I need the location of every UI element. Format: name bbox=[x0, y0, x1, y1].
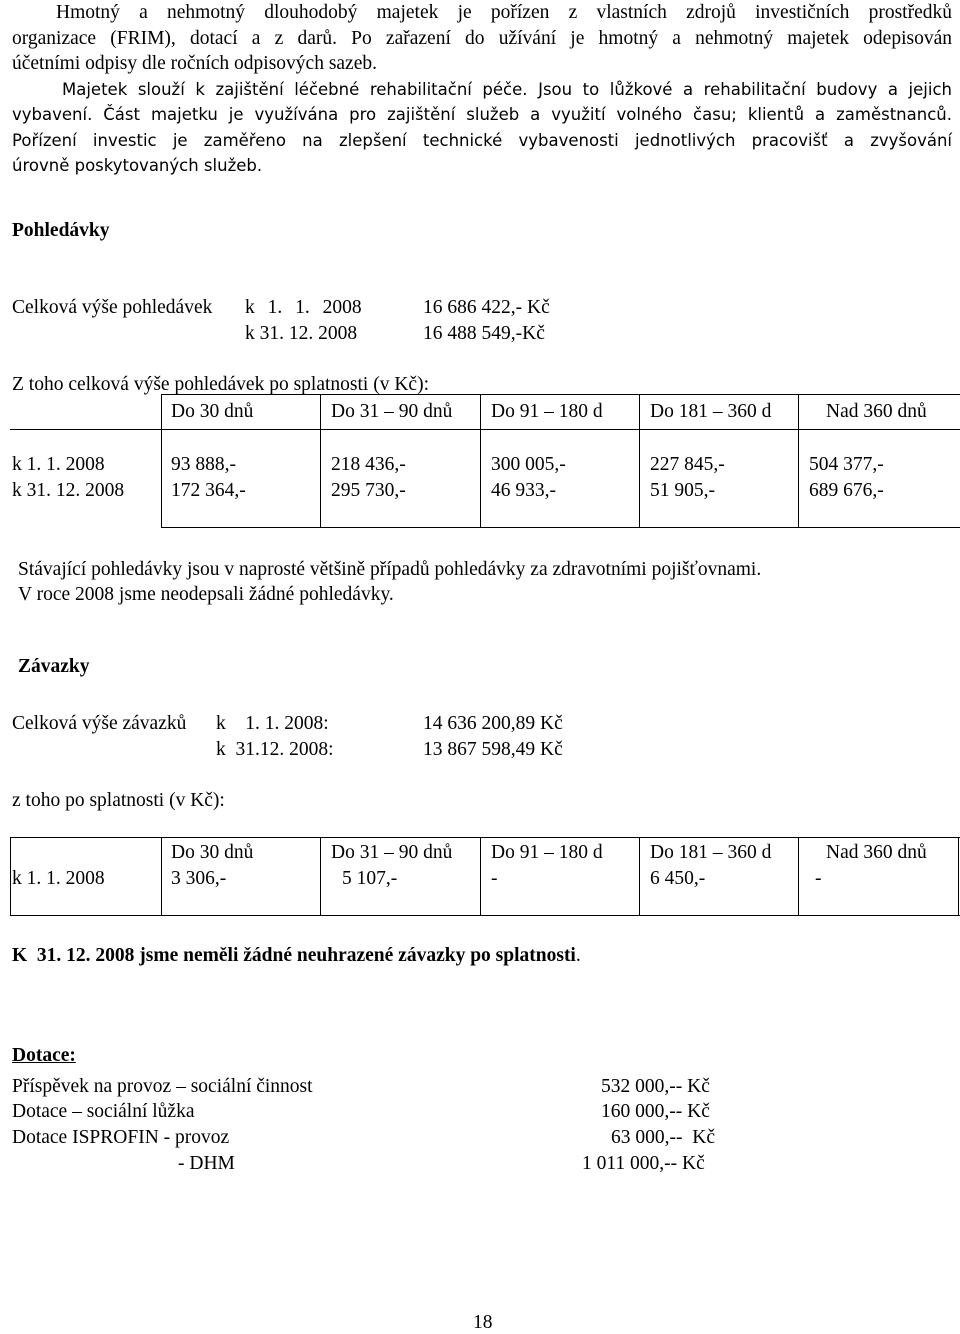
liabilities-statement-text: K 31. 12. 2008 jsme neměli žádné neuhrazené závazky po splatnosti bbox=[12, 945, 576, 966]
receivables-heading: Pohledávky bbox=[12, 220, 110, 241]
grants-heading: Dotace: bbox=[12, 1045, 76, 1066]
intro-line-4 bbox=[12, 77, 952, 103]
liabilities-value-2: 13 867 598,49 Kč bbox=[423, 739, 563, 760]
lia-table-vline-6 bbox=[958, 837, 959, 916]
receivables-table-caption: Z toho celková výše pohledávek po splatnosti (v Kč): bbox=[12, 374, 429, 395]
grant-4-value: 1 011 000,-- Kč bbox=[582, 1153, 705, 1174]
lia-table-vline-0 bbox=[10, 837, 11, 916]
grant-3-label: Dotace ISPROFIN - provoz bbox=[12, 1127, 230, 1148]
liabilities-statement bbox=[12, 946, 581, 966]
rec-table-vline-4 bbox=[639, 394, 640, 528]
receivables-value-2: 16 488 549,-Kč bbox=[423, 323, 545, 344]
lia-table-vline-5 bbox=[798, 837, 799, 916]
rec-row-1-col-2: 218 436,- bbox=[331, 454, 406, 475]
rec-row-2-col-2: 295 730,- bbox=[331, 480, 406, 501]
intro-line-5: vybavení. Část majetku je využívána pro zajištění služeb a využití volného času; klientů a zaměstnanců. bbox=[12, 105, 952, 124]
rec-table-vline-5 bbox=[798, 394, 799, 528]
rec-row-1-label: k 1. 1. 2008 bbox=[12, 454, 105, 475]
lia-table-vline-3 bbox=[480, 837, 481, 916]
lia-row-1-col-3: - bbox=[491, 868, 498, 889]
rec-table-vline-1 bbox=[161, 394, 162, 528]
grant-1-value: 532 000,-- Kč bbox=[601, 1076, 710, 1097]
rec-row-2-col-4: 51 905,- bbox=[650, 480, 715, 501]
intro-line-7: úrovně poskytovaných služeb. bbox=[12, 156, 263, 175]
lia-row-1-label: k 1. 1. 2008 bbox=[12, 868, 105, 889]
rec-table-vline-3 bbox=[480, 394, 481, 528]
page-number: 18 bbox=[473, 1312, 493, 1333]
rec-table-top-border bbox=[161, 394, 960, 395]
receivables-value-1: 16 686 422,- Kč bbox=[423, 297, 550, 318]
grant-3-value: 63 000,-- Kč bbox=[611, 1127, 715, 1148]
lia-col-header-1: Do 30 dnů bbox=[171, 842, 254, 863]
rec-row-2-label: k 31. 12. 2008 bbox=[12, 480, 125, 501]
intro-line-3: účetními odpisy dle ročních odpisových sazeb. bbox=[12, 53, 377, 74]
grant-4-label: - DHM bbox=[178, 1153, 235, 1174]
rec-row-1-col-3: 300 005,- bbox=[491, 454, 566, 475]
grant-1-label: Příspěvek na provoz – sociální činnost bbox=[12, 1076, 313, 1097]
grant-2-label: Dotace – sociální lůžka bbox=[12, 1101, 195, 1122]
lia-table-vline-1 bbox=[161, 837, 162, 916]
lia-row-1-col-5: - bbox=[815, 868, 822, 889]
receivables-date-1: k 1. 1. 2008 bbox=[245, 297, 362, 318]
receivables-note-2: V roce 2008 jsme neodepsali žádné pohledávky. bbox=[18, 584, 394, 605]
rec-col-header-1: Do 30 dnů bbox=[171, 401, 254, 422]
rec-row-2-col-3: 46 933,- bbox=[491, 480, 556, 501]
rec-table-header-bottom-border bbox=[10, 429, 960, 430]
rec-col-header-3: Do 91 – 180 d bbox=[491, 401, 603, 422]
lia-table-top-border bbox=[10, 837, 960, 838]
liabilities-heading: Závazky bbox=[18, 656, 90, 677]
intro-line-6: Pořízení investic je zaměřeno na zlepšení technické vybavenosti jednotlivých pracovišť a zvyšování bbox=[12, 130, 952, 150]
grant-2-value: 160 000,-- Kč bbox=[601, 1101, 710, 1122]
lia-col-header-2: Do 31 – 90 dnů bbox=[331, 842, 453, 863]
lia-row-1-col-2: 5 107,- bbox=[342, 868, 398, 889]
lia-row-1-col-1: 3 306,- bbox=[171, 868, 227, 889]
liabilities-total-label: Celková výše závazků bbox=[12, 713, 187, 734]
rec-col-header-5: Nad 360 dnů bbox=[826, 401, 927, 422]
rec-row-1-col-5: 504 377,- bbox=[809, 454, 884, 475]
liabilities-statement-end: . bbox=[575, 945, 581, 966]
rec-table-bottom-border bbox=[161, 527, 960, 528]
intro-line-2: organizace (FRIM), dotací a z darů. Po zařazení do užívání je hmotný a nehmotný majetek odepisován bbox=[12, 27, 952, 49]
intro-line-4a: Majetek slouží k zajištění léčebné rehabilitační péče. bbox=[62, 79, 528, 99]
intro-line-1: Hmotný a nehmotný dlouhodobý majetek je pořízen z vlastních zdrojů investičních prostředků bbox=[56, 2, 952, 23]
rec-col-header-2: Do 31 – 90 dnů bbox=[331, 401, 453, 422]
lia-col-header-4: Do 181 – 360 d bbox=[650, 842, 772, 863]
rec-row-2-col-1: 172 364,- bbox=[171, 480, 246, 501]
lia-row-1-col-4: 6 450,- bbox=[650, 868, 706, 889]
intro-paragraph bbox=[12, 0, 952, 179]
rec-row-1-col-1: 93 888,- bbox=[171, 454, 236, 475]
liabilities-value-1: 14 636 200,89 Kč bbox=[423, 713, 563, 734]
receivables-total-label: Celková výše pohledávek bbox=[12, 297, 213, 318]
lia-table-vline-2 bbox=[320, 837, 321, 916]
intro-line-4b: Jsou to lůžkové a rehabilitační budovy a jejich bbox=[527, 79, 952, 99]
lia-table-vline-4 bbox=[639, 837, 640, 916]
receivables-date-2: k 31. 12. 2008 bbox=[245, 323, 358, 344]
rec-row-1-col-4: 227 845,- bbox=[650, 454, 725, 475]
lia-col-header-3: Do 91 – 180 d bbox=[491, 842, 603, 863]
rec-col-header-4: Do 181 – 360 d bbox=[650, 401, 772, 422]
liabilities-date-2: k 31.12. 2008: bbox=[216, 739, 334, 760]
rec-table-vline-2 bbox=[320, 394, 321, 528]
liabilities-table-caption: z toho po splatnosti (v Kč): bbox=[12, 790, 225, 811]
receivables-note-1: Stávající pohledávky jsou v naprosté většině případů pohledávky za zdravotními pojišťovnami. bbox=[18, 559, 762, 580]
rec-row-2-col-5: 689 676,- bbox=[809, 480, 884, 501]
lia-table-bottom-border bbox=[10, 915, 960, 916]
liabilities-date-1: k 1. 1. 2008: bbox=[216, 713, 329, 734]
lia-col-header-5: Nad 360 dnů bbox=[826, 842, 927, 863]
